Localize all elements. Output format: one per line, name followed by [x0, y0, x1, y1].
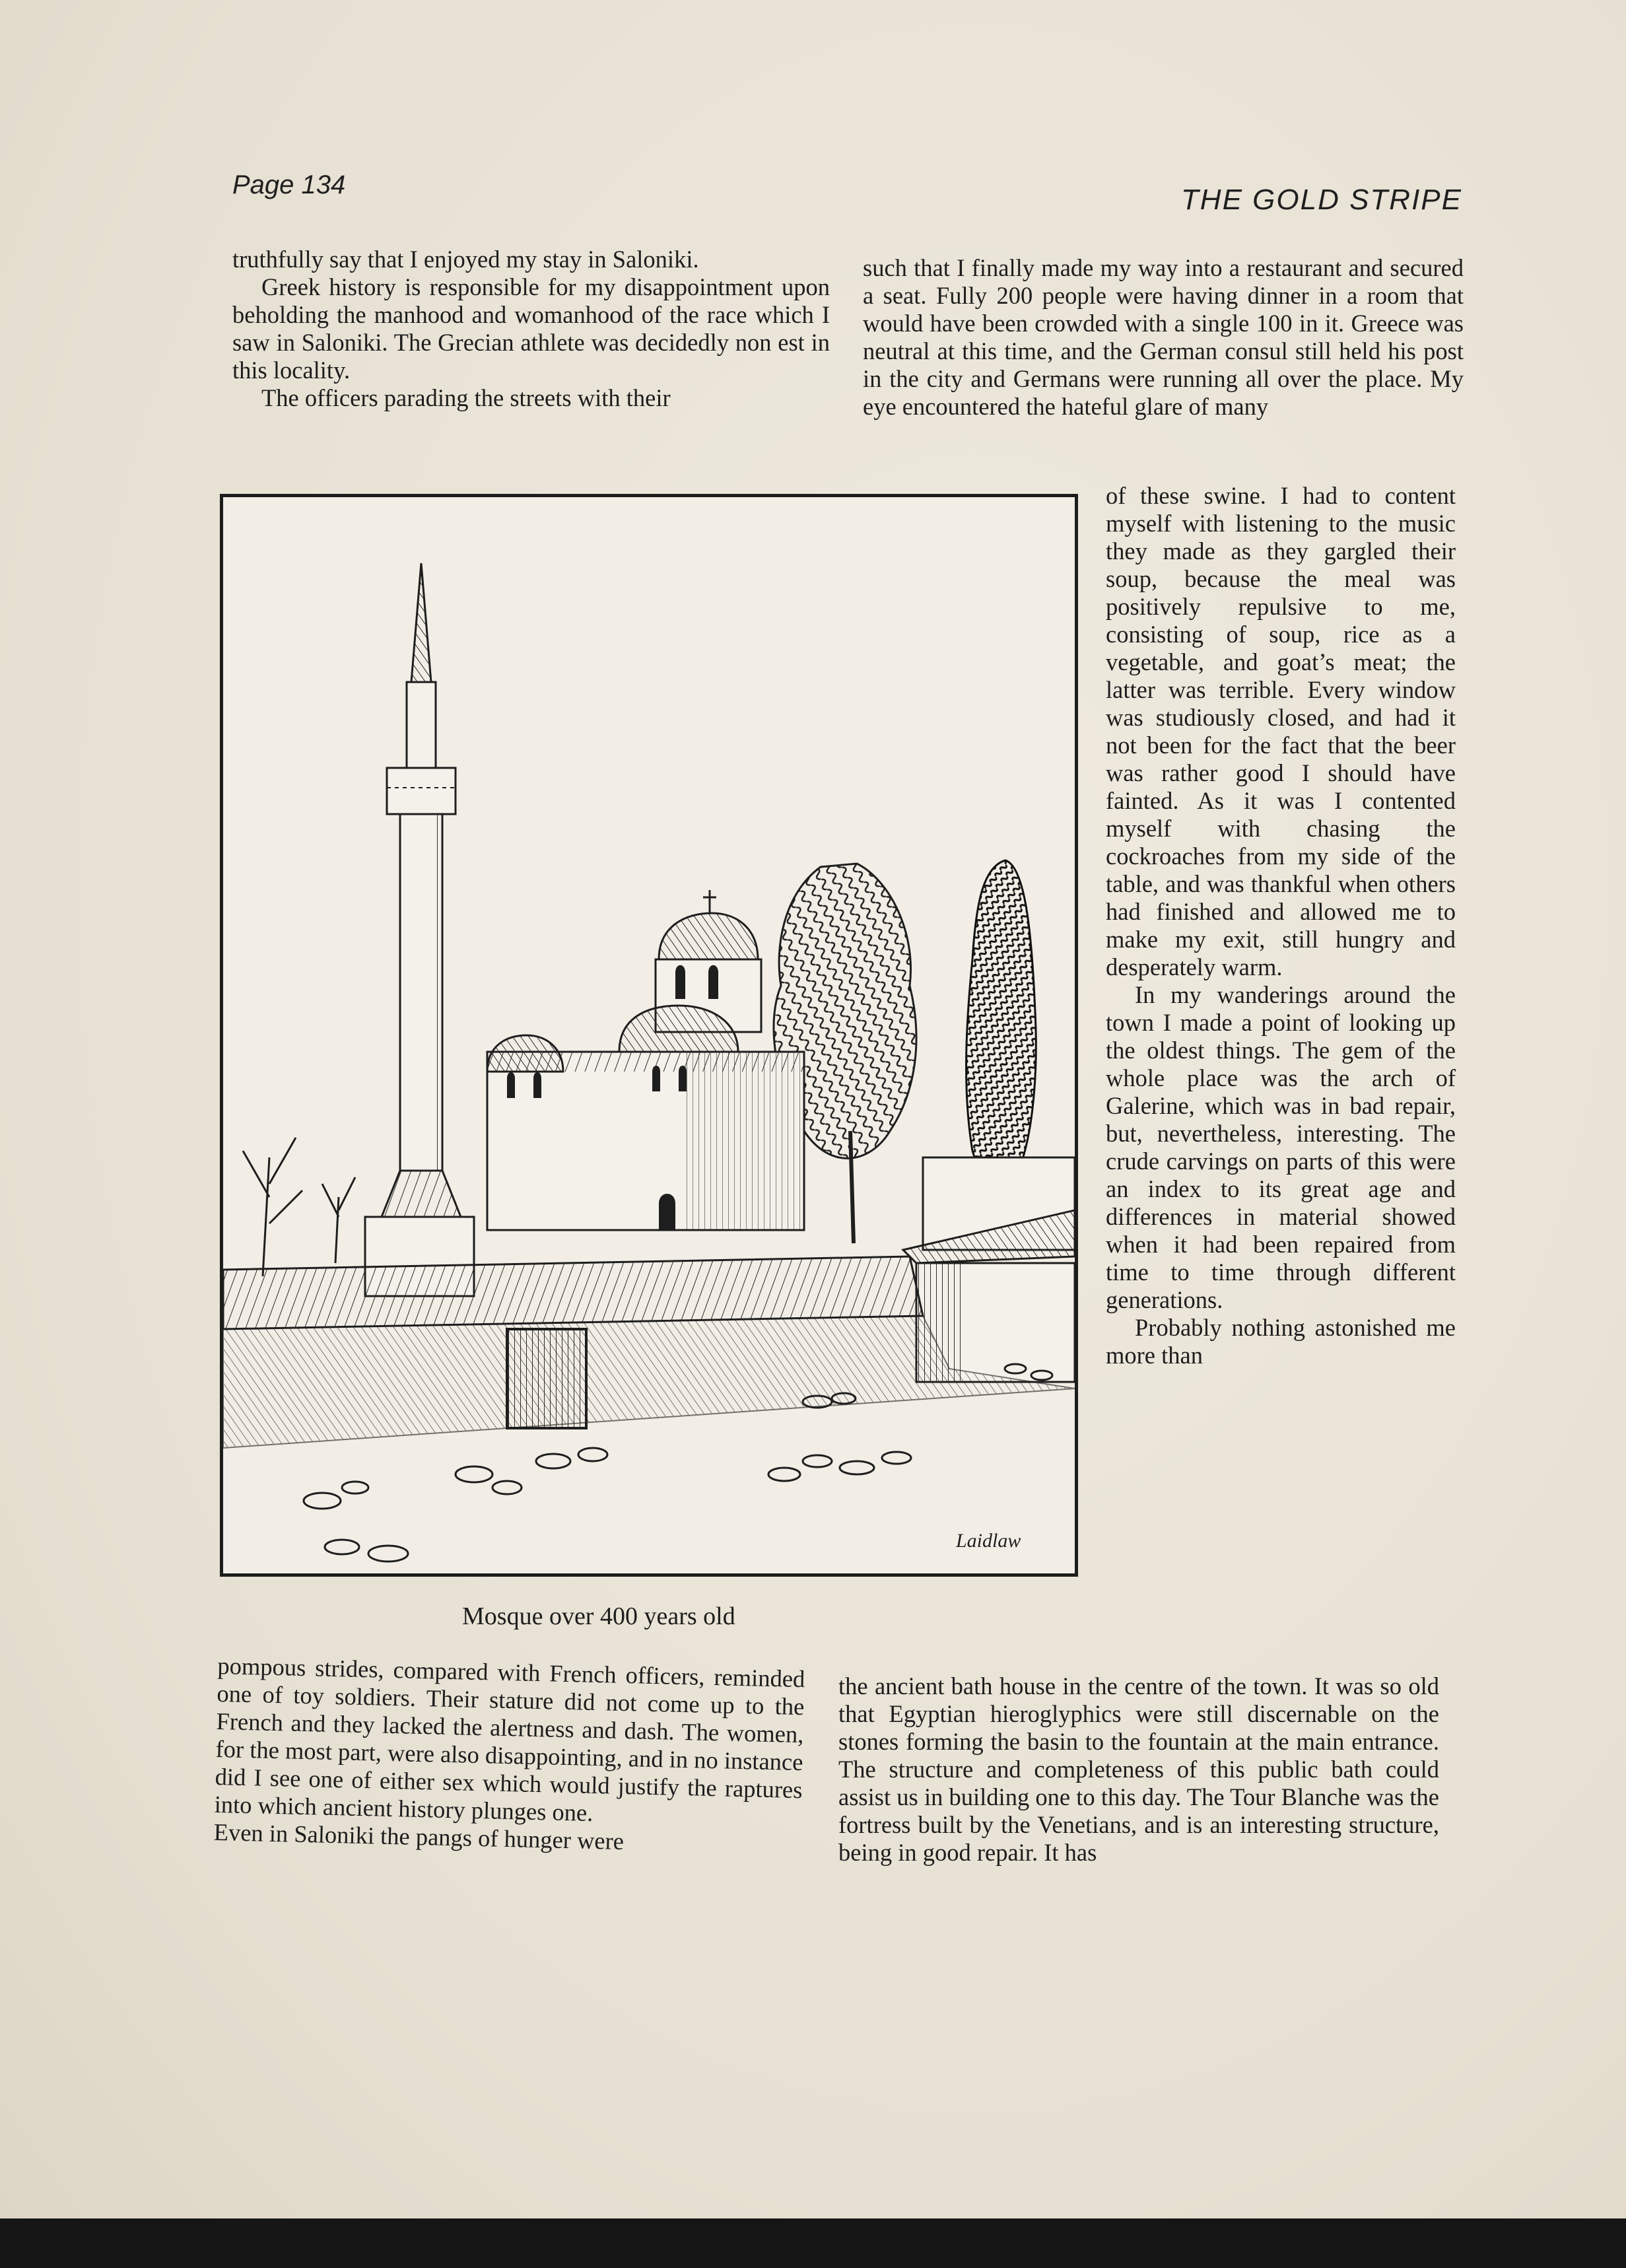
artist-signature: Laidlaw [956, 1530, 1021, 1552]
mosque-illustration [220, 494, 1078, 1577]
cypress-tree [966, 860, 1036, 1184]
journal-title: THE GOLD STRIPE [1180, 184, 1462, 216]
figure-caption: Mosque over 400 years old [462, 1602, 735, 1630]
right-column-beside-figure [1106, 482, 1456, 1369]
minaret [365, 563, 474, 1296]
right-column-bottom [838, 1672, 1439, 1867]
left-column-top [232, 246, 830, 412]
paragraph: Greek history is responsible for my disappointment upon beholding the manhood and womanhood of the race which I saw in Saloniki. The Grecian athlete was decidedly non est in this locality. [232, 273, 830, 384]
paragraph: The officers parading the streets with their [261, 384, 671, 411]
paragraph: In my wanderings around the town I made a point of looking up the oldest things. The gem of the whole place was the arch of Galerine, which was in bad repair, but, nevertheless, interesting. The crude carvings on parts of this were an index to its great age and differences in material showed when it had been repaired from time to time through different generations. [1106, 981, 1456, 1313]
paragraph: such that I finally made my way into a restaurant and secured a seat. Fully 200 people were having dinner in a room that would have been crowded with a single 100 in it. Greece was neutral at this time, and the German consul still held his post in the city and Germans were running all over the place. My eye encountered the hateful glare of many [863, 254, 1464, 420]
paragraph: Probably nothing astonished me more than [1106, 1314, 1456, 1369]
bare-trees [243, 1138, 355, 1276]
left-column-bottom [213, 1652, 805, 1859]
right-column-top [863, 254, 1464, 421]
church-building [487, 890, 804, 1230]
paragraph: pompous strides, compared with French officers, reminded one of toy soldiers. Their stature did not come up to the French and they lacked the alertness and dash. The women, for the most part, were also disappointing, and in no instance did I see one of either sex which would justify the raptures into which ancient history plunges one. [214, 1652, 805, 1826]
paragraph: Even in Saloniki the pangs of hunger were [213, 1818, 625, 1855]
scan-background [0, 2218, 1626, 2268]
paragraph: the ancient bath house in the centre of the town. It was so old that Egyptian hieroglyphics were still discernable on the stones forming the basin to the fountain at the main entrance. The structure and completeness of this public bath could assist us in building one to this day. The Tour Blanche was the fortress built by the Venetians, and is an interesting structure, being in good repair. It has [838, 1672, 1439, 1866]
paragraph: of these swine. I had to content myself with listening to the music they made as they gargled their soup, because the meal was positively repulsive to me, consisting of soup, rice as a vegetable, and goat’s meat; the latter was terrible. Every window was studiously closed, and had it not been for the fact that the beer was rather good I should have fainted. As it was I contented myself with chasing the cockroaches from my side of the table, and was thankful when others had finished and allowed me to make my exit, still hungry and desperately warm. [1106, 482, 1456, 980]
paragraph: truthfully say that I enjoyed my stay in Saloniki. [232, 246, 699, 273]
page-number: Page 134 [232, 170, 346, 199]
